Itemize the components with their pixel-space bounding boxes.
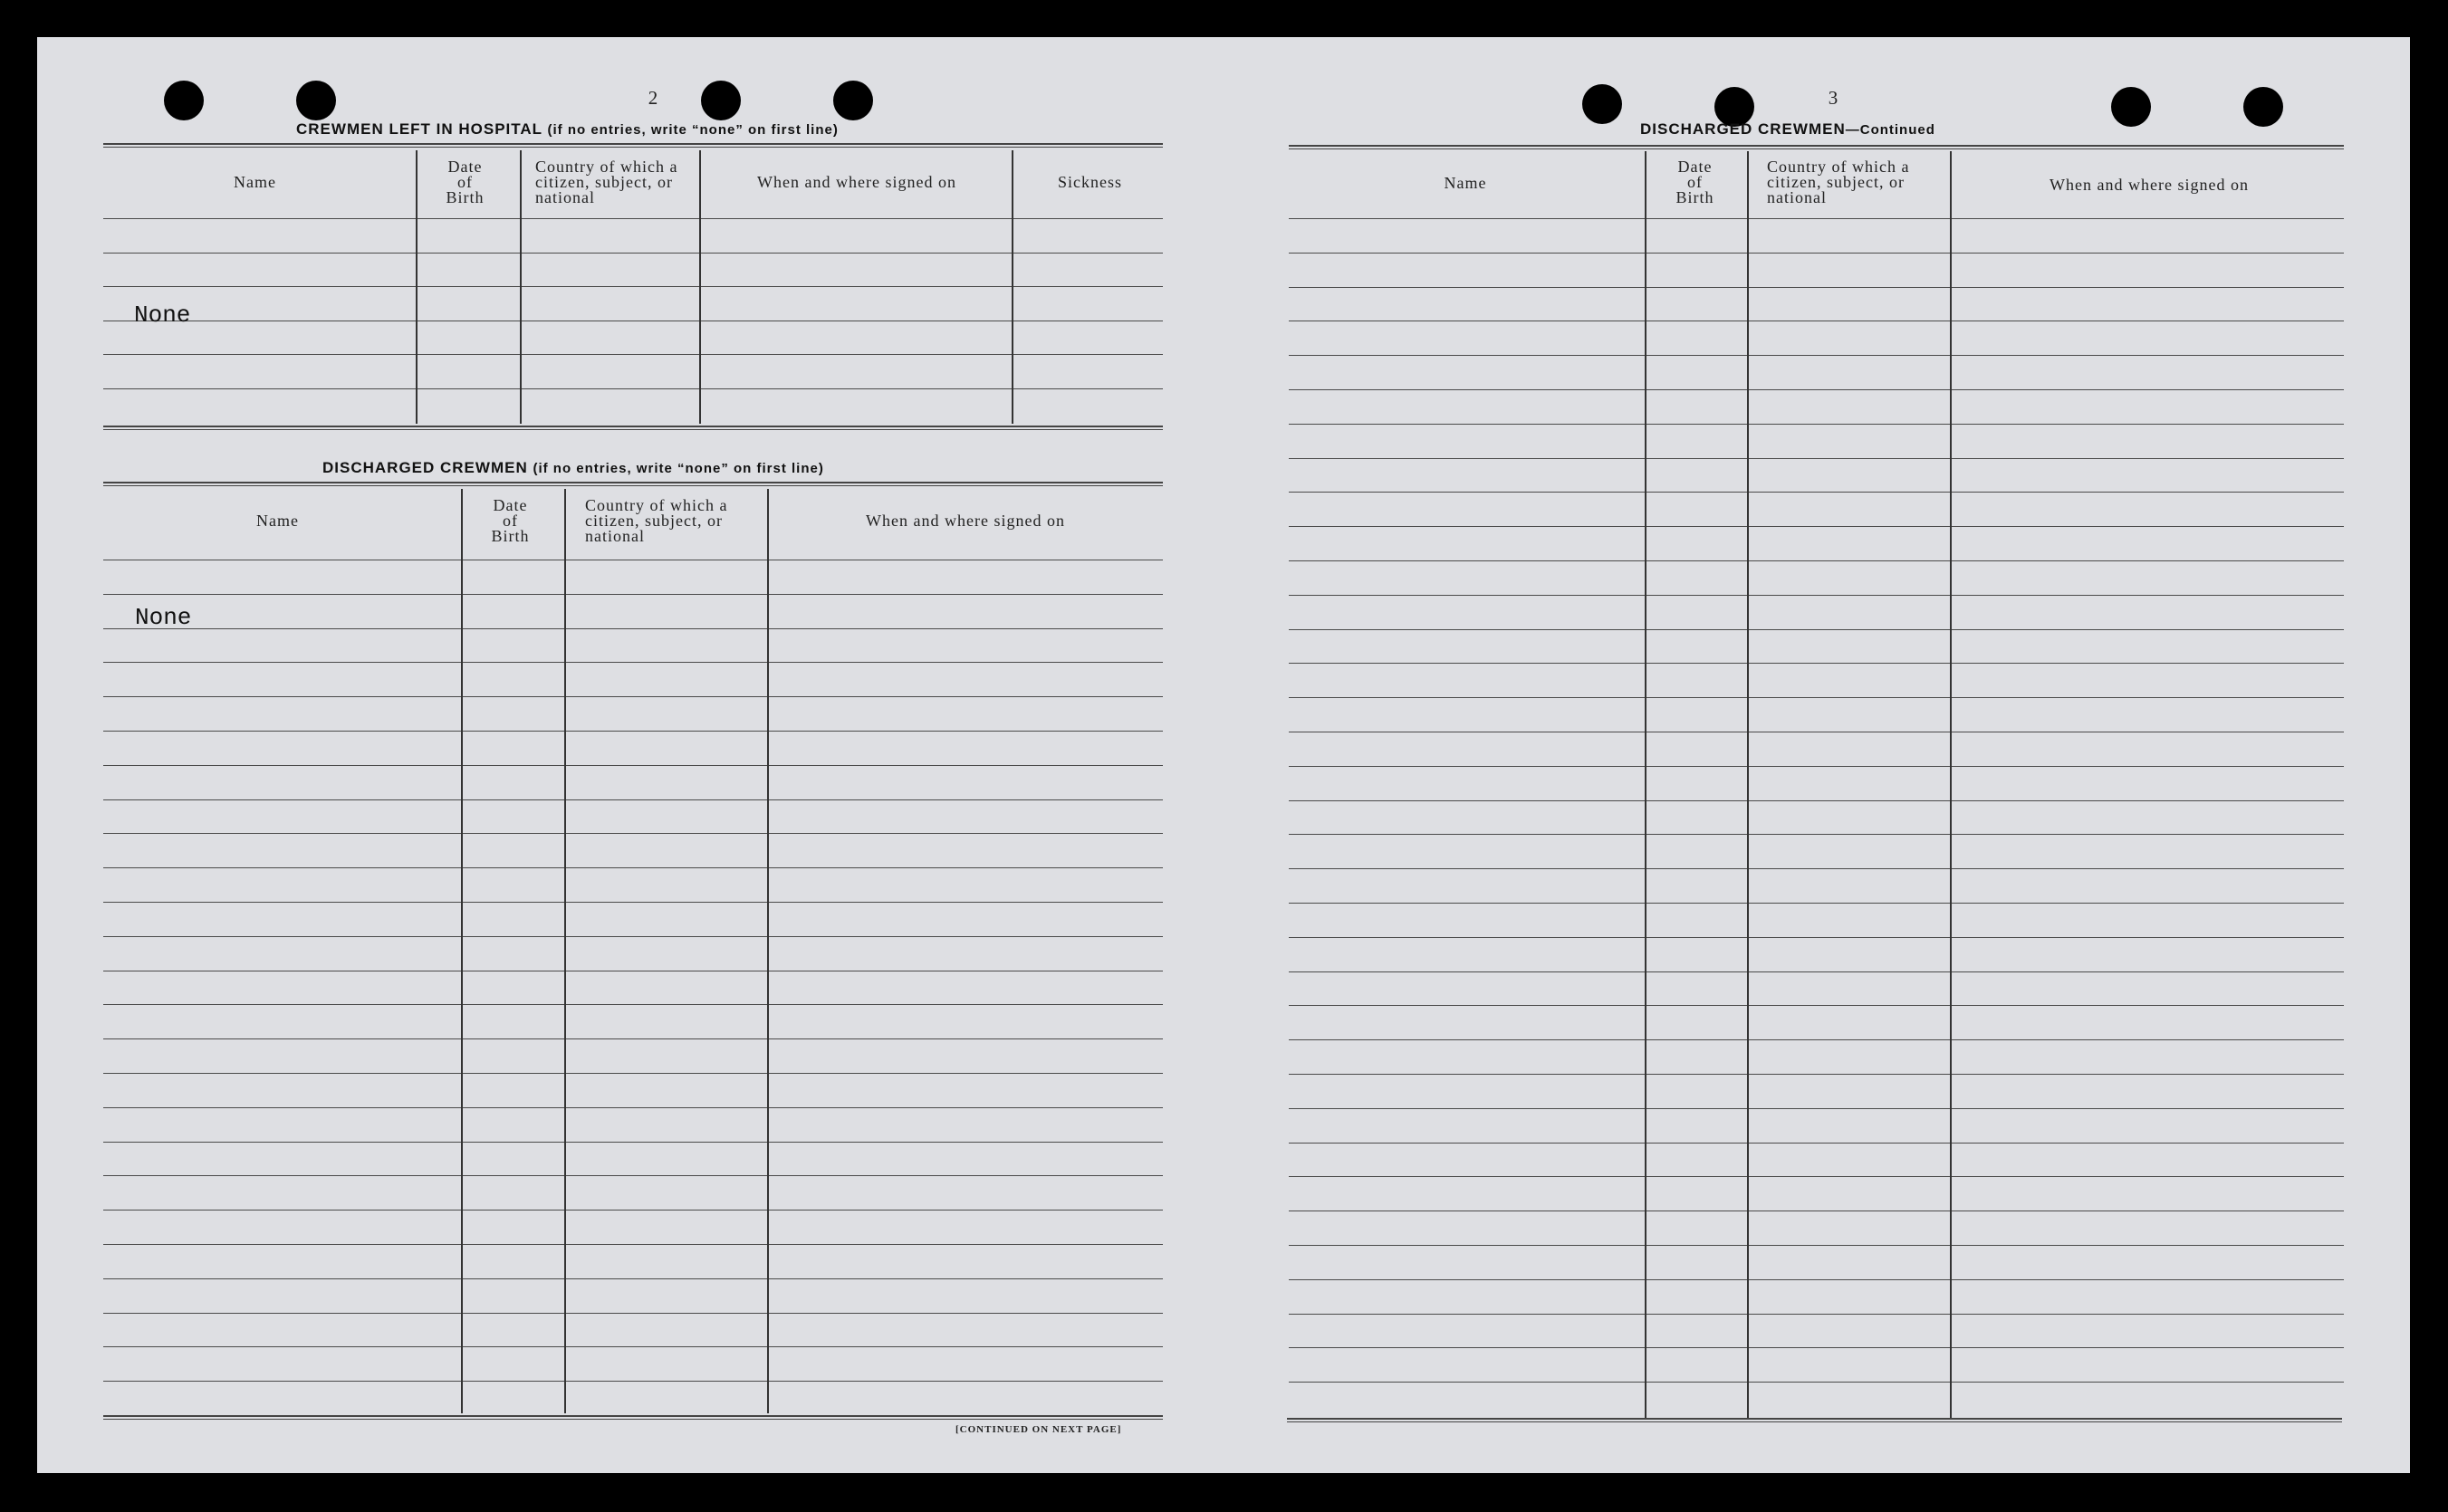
ruled-line — [1289, 1314, 2344, 1315]
hospital-col-country: Country of which a citizen, subject, or national — [535, 158, 678, 206]
right-col-signed-on: When and where signed on — [2050, 176, 2249, 194]
hospital-section-title — [296, 120, 839, 139]
ruled-line — [103, 867, 1163, 868]
right-col-name: Name — [1444, 174, 1487, 192]
punch-hole — [2111, 87, 2151, 127]
ruled-line — [103, 1210, 1163, 1211]
left-bottom-rule — [103, 1415, 1163, 1420]
right-col-divider — [1950, 151, 1952, 1418]
ruled-line — [103, 1346, 1163, 1347]
ruled-line — [1289, 287, 2344, 288]
ruled-line — [1289, 492, 2344, 493]
ruled-line — [103, 1004, 1163, 1005]
ruled-line — [1289, 595, 2344, 596]
hospital-title-text: CREWMEN LEFT IN HOSPITAL — [296, 120, 542, 138]
discharged-col-dob: Date of Birth — [491, 496, 530, 545]
right-top-rule — [1289, 145, 2344, 149]
hospital-col-signed-on: When and where signed on — [757, 173, 956, 191]
right-col-dob: Date of Birth — [1675, 158, 1714, 206]
ruled-line — [1289, 1143, 2344, 1144]
hospital-entry-name: None — [134, 301, 191, 329]
ruled-line — [103, 1142, 1163, 1143]
ruled-line — [103, 1175, 1163, 1176]
ruled-line — [1289, 1279, 2344, 1280]
ruled-line — [103, 1038, 1163, 1039]
page-number-right: 3 — [1828, 87, 1838, 109]
ruled-line — [103, 936, 1163, 937]
ruled-line — [1289, 697, 2344, 698]
ruled-line — [103, 354, 1163, 355]
right-title-suffix: —Continued — [1845, 122, 1935, 138]
ruled-line — [103, 1244, 1163, 1245]
ruled-line — [1289, 1245, 2344, 1246]
ruled-line — [103, 286, 1163, 287]
ruled-line — [1289, 1039, 2344, 1040]
discharged-col-name: Name — [256, 512, 299, 530]
discharged-entry-name: None — [135, 604, 192, 631]
ruled-line — [1289, 937, 2344, 938]
discharged-title-instruction: (if no entries, write “none” on first line) — [533, 461, 824, 476]
ruled-line — [1289, 868, 2344, 869]
ruled-line — [1289, 834, 2344, 835]
ruled-line — [103, 696, 1163, 697]
ruled-line — [1289, 971, 2344, 972]
hospital-col-sickness: Sickness — [1058, 173, 1122, 191]
document-sheet — [37, 37, 2410, 1473]
right-col-country: Country of which a citizen, subject, or national — [1767, 158, 1910, 206]
ruled-line — [1289, 1074, 2344, 1075]
ruled-line — [103, 833, 1163, 834]
ruled-line — [1289, 526, 2344, 527]
ruled-line — [1289, 629, 2344, 630]
ruled-line — [103, 388, 1163, 389]
discharged-title-text: DISCHARGED CREWMEN — [322, 459, 528, 476]
hospital-title-instruction: (if no entries, write “none” on first line) — [547, 122, 839, 138]
hospital-top-rule — [103, 143, 1163, 148]
ruled-line — [1289, 218, 2344, 219]
ruled-line — [1289, 1347, 2344, 1348]
discharged-section-title — [322, 459, 824, 477]
hospital-col-dob: Date of Birth — [446, 158, 485, 206]
ruled-line — [103, 594, 1163, 595]
punch-hole — [701, 81, 741, 120]
punch-hole — [833, 81, 873, 120]
punch-hole — [1582, 84, 1622, 124]
ruled-line — [1289, 458, 2344, 459]
discharged-col-divider — [564, 489, 566, 1413]
punch-hole — [164, 81, 204, 120]
ruled-line — [1289, 560, 2344, 561]
discharged-col-signed-on: When and where signed on — [866, 512, 1065, 530]
punch-hole — [296, 81, 336, 120]
hospital-bottom-rule — [103, 426, 1163, 430]
ruled-line — [1289, 253, 2344, 254]
ruled-line — [1289, 903, 2344, 904]
hospital-col-divider — [416, 150, 418, 424]
ruled-line — [103, 765, 1163, 766]
ruled-line — [1289, 389, 2344, 390]
ruled-line — [1289, 355, 2344, 356]
ruled-line — [103, 1278, 1163, 1279]
ruled-line — [1289, 1108, 2344, 1109]
hospital-col-divider — [699, 150, 701, 424]
discharged-col-divider — [767, 489, 769, 1413]
ruled-line — [1289, 800, 2344, 801]
punch-hole — [2243, 87, 2283, 127]
page-number-left: 2 — [648, 87, 658, 109]
ruled-line — [103, 253, 1163, 254]
ruled-line — [103, 731, 1163, 732]
right-section-title — [1640, 120, 1935, 139]
ruled-line — [1289, 663, 2344, 664]
ruled-line — [103, 628, 1163, 629]
ruled-line — [103, 1313, 1163, 1314]
ruled-line — [103, 218, 1163, 219]
right-title-text: DISCHARGED CREWMEN — [1640, 120, 1846, 138]
continued-footer: [CONTINUED ON NEXT PAGE] — [955, 1424, 1122, 1435]
ruled-line — [1289, 1382, 2344, 1383]
right-col-divider — [1747, 151, 1749, 1418]
hospital-col-divider — [1012, 150, 1013, 424]
ruled-line — [1289, 1005, 2344, 1006]
ruled-line — [1289, 766, 2344, 767]
ruled-line — [1289, 1176, 2344, 1177]
hospital-col-divider — [520, 150, 522, 424]
discharged-col-country: Country of which a citizen, subject, or national — [585, 496, 728, 545]
discharged-top-rule — [103, 482, 1163, 486]
ruled-line — [103, 1107, 1163, 1108]
ruled-line — [103, 1073, 1163, 1074]
ruled-line — [103, 662, 1163, 663]
hospital-col-name: Name — [234, 173, 276, 191]
ruled-line — [103, 902, 1163, 903]
ruled-line — [1289, 424, 2344, 425]
right-col-divider — [1645, 151, 1646, 1418]
ruled-line — [103, 799, 1163, 800]
ruled-line — [103, 1381, 1163, 1382]
discharged-col-divider — [461, 489, 463, 1413]
right-bottom-rule — [1287, 1418, 2342, 1422]
